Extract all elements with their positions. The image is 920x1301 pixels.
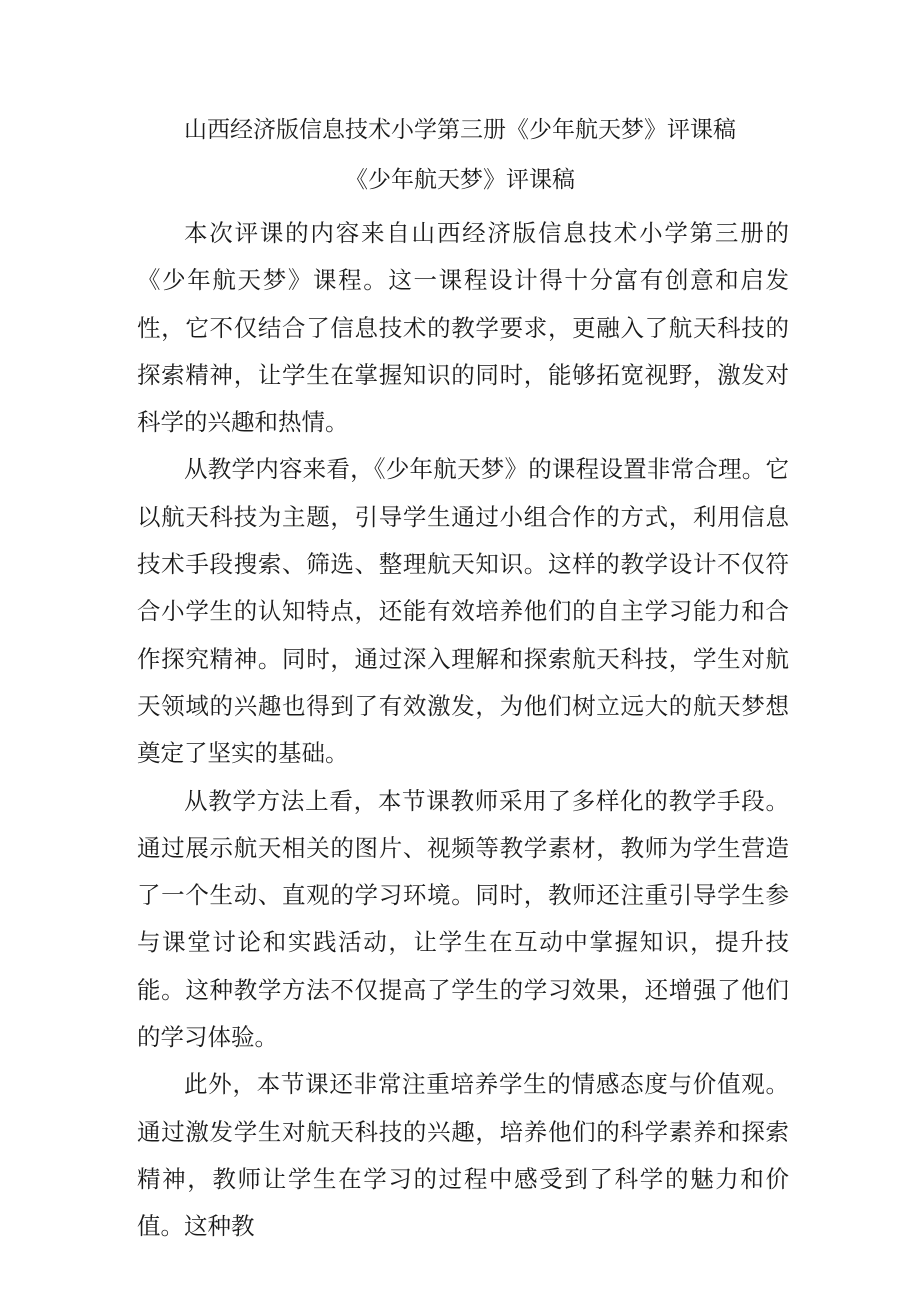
document-subtitle: 《少年航天梦》评课稿 [345, 167, 575, 193]
paragraph-4: 此外，本节课还非常注重培养学生的情感态度与价值观。通过激发学生对航天科技的兴趣，培养他们的科学素养和探索精神，教师让学生在学习的过程中感受到了科学的魅力和价值。这种教 [137, 1070, 789, 1241]
paragraph-3: 从教学方法上看，本节课教师采用了多样化的教学手段。通过展示航天相关的图片、视频等教学素材，教师为学生营造了一个生动、直观的学习环境。同时，教师还注重引导学生参与课堂讨论和实践活动，让学生在互动中掌握知识，提升技能。这种教学方法不仅提高了学生的学习效果，还增强了他们的学习体验。 [137, 786, 789, 1052]
document-body [137, 210, 789, 1251]
paragraph-2: 从教学内容来看，《少年航天梦》的课程设置非常合理。它以航天科技为主题，引导学生通过小组合作的方式，利用信息技术手段搜索、筛选、整理航天知识。这样的教学设计不仅符合小学生的认知特点，还能有效培养他们的自主学习能力和合作探究精神。同时，通过深入理解和探索航天科技，学生对航天领域的兴趣也得到了有效激发，为他们树立远大的航天梦想奠定了坚实的基础。 [137, 455, 789, 768]
document-title: 山西经济版信息技术小学第三册《少年航天梦》评课稿 [184, 117, 736, 143]
paragraph-1: 本次评课的内容来自山西经济版信息技术小学第三册的《少年航天梦》课程。这一课程设计得十分富有创意和启发性，它不仅结合了信息技术的教学要求，更融入了航天科技的探索精神，让学生在掌握知识的同时，能够拓宽视野，激发对科学的兴趣和热情。 [137, 219, 789, 437]
